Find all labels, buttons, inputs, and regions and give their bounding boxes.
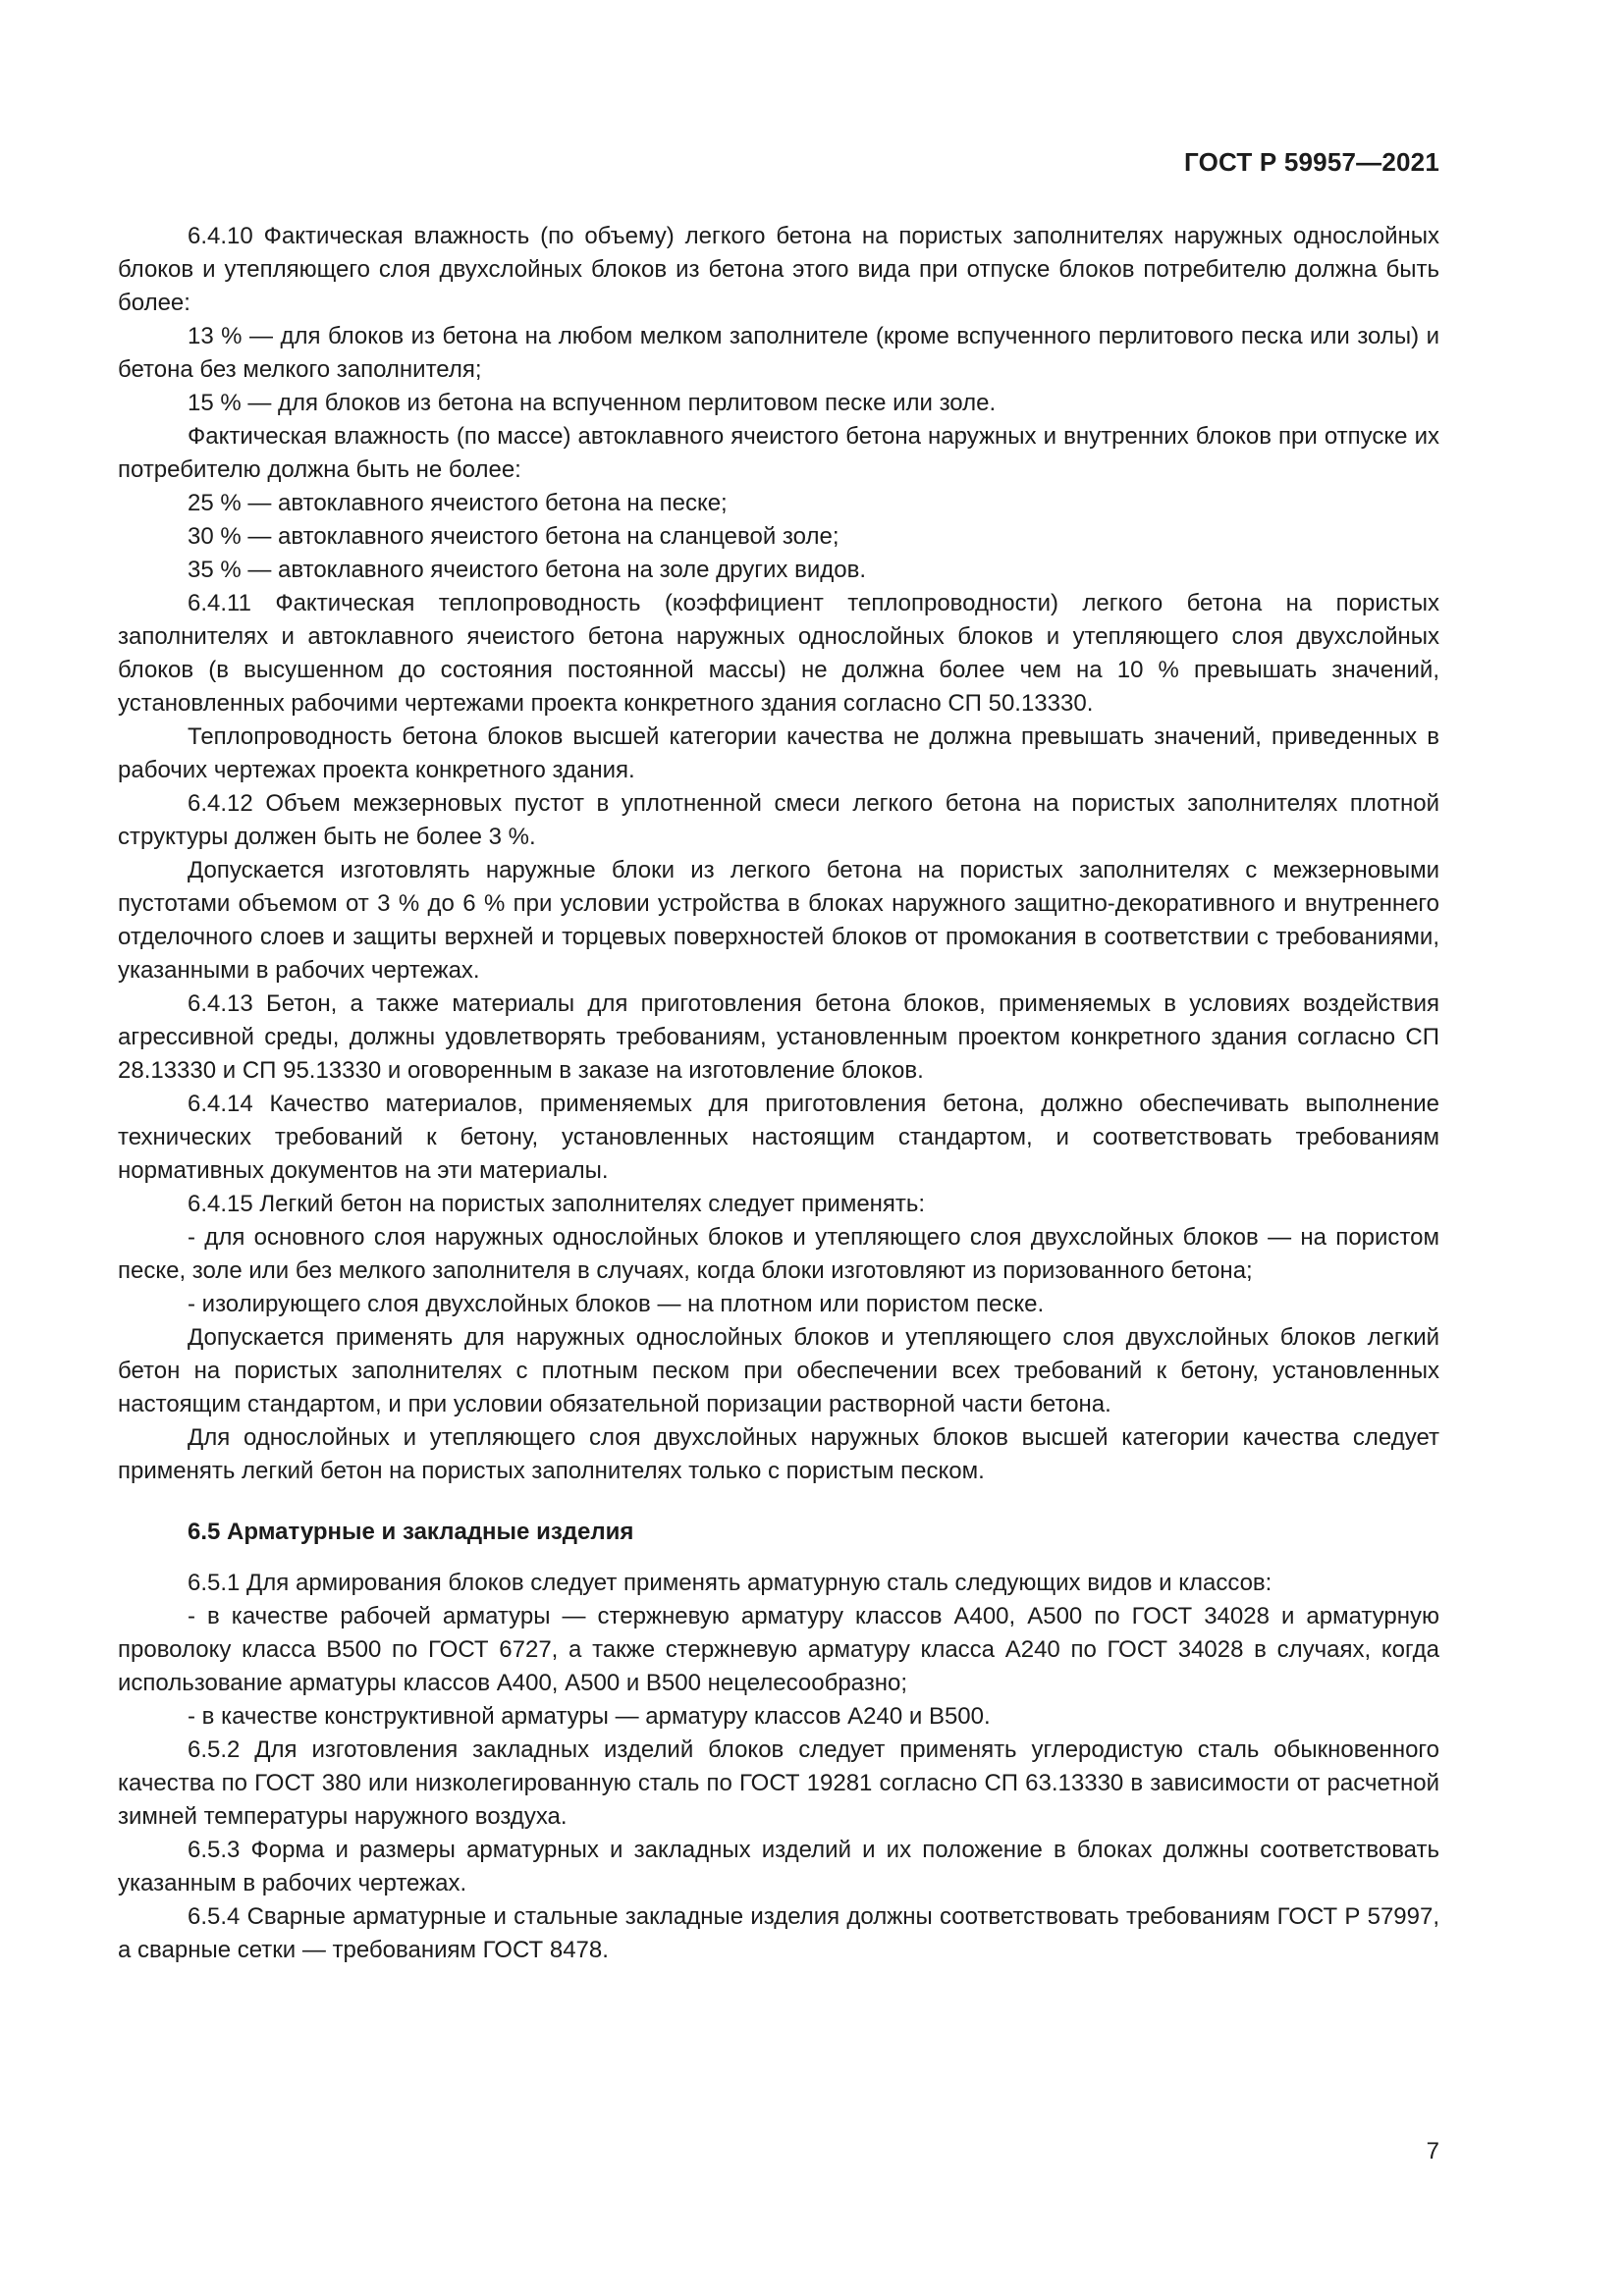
document-body bbox=[118, 220, 1439, 1967]
paragraph: 25 % — автоклавного ячеистого бетона на песке; bbox=[188, 490, 728, 516]
paragraph: 6.5.1 Для армирования блоков следует применять арматурную сталь следующих видов и классов: bbox=[188, 1570, 1272, 1596]
paragraph: 6.5.2 Для изготовления закладных изделий блоков следует применять углеродистую сталь обыкновенного качества по ГОСТ 380 или низколегированную сталь по ГОСТ 19281 согласно СП 63.13330 в зависимости от расчетной зимней температуры наружного воздуха. bbox=[118, 1736, 1439, 1830]
paragraph: 6.4.13 Бетон, а также материалы для приготовления бетона блоков, применяемых в условиях воздействия агрессивной среды, должны удовлетворять требованиям, установленным проектом конкретного здания согласно СП 28.13330 и СП 95.13330 и оговоренным в заказе на изготовление блоков. bbox=[118, 990, 1439, 1084]
paragraph: 13 % — для блоков из бетона на любом мелком заполнителе (кроме вспученного перлитового песка или золы) и бетона без мелкого заполнителя; bbox=[118, 323, 1439, 383]
paragraph: Для однослойных и утепляющего слоя двухслойных наружных блоков высшей категории качества следует применять легкий бетон на пористых заполнителях только с пористым песком. bbox=[118, 1424, 1439, 1484]
paragraph: 35 % — автоклавного ячеистого бетона на золе других видов. bbox=[188, 557, 867, 583]
page-number: 7 bbox=[1426, 2138, 1439, 2164]
paragraph: - в качестве рабочей арматуры — стержневую арматуру классов А400, А500 по ГОСТ 34028 и арматурную проволоку класса В500 по ГОСТ 6727, а также стержневую арматуру класса А240 по ГОСТ 34028 в случаях, когда использование арматуры классов А400, А500 и В500 нецелесообразно; bbox=[118, 1603, 1439, 1696]
paragraph: - для основного слоя наружных однослойных блоков и утепляющего слоя двухслойных блоков — на пористом песке, золе или без мелкого заполнителя в случаях, когда блоки изготовляют из поризованного бетона; bbox=[118, 1224, 1439, 1284]
paragraph: 6.5.4 Сварные арматурные и стальные закладные изделия должны соответствовать требованиям ГОСТ Р 57997, а сварные сетки — требованиям ГОСТ 8478. bbox=[118, 1903, 1439, 1963]
section-heading: 6.5 Арматурные и закладные изделия bbox=[188, 1519, 634, 1545]
paragraph: 6.4.14 Качество материалов, применяемых для приготовления бетона, должно обеспечивать выполнение технических требований к бетону, установленных настоящим стандартом, и соответствовать требованиям нормативных документов на эти материалы. bbox=[118, 1091, 1439, 1184]
document-code-header: ГОСТ Р 59957—2021 bbox=[1184, 147, 1439, 177]
paragraph: 6.4.10 Фактическая влажность (по объему) легкого бетона на пористых заполнителях наружных однослойных блоков и утепляющего слоя двухслойных блоков из бетона этого вида при отпуске блоков потребителю должна быть более: bbox=[118, 223, 1439, 316]
paragraph: 6.5.3 Форма и размеры арматурных и закладных изделий и их положение в блоках должны соответствовать указанным в рабочих чертежах. bbox=[118, 1837, 1439, 1896]
paragraph: 6.4.12 Объем межзерновых пустот в уплотненной смеси легкого бетона на пористых заполнителях плотной структуры должен быть не более 3 %. bbox=[118, 790, 1439, 850]
paragraph: - в качестве конструктивной арматуры — арматуру классов А240 и В500. bbox=[188, 1703, 991, 1730]
paragraph: - изолирующего слоя двухслойных блоков — на плотном или пористом песке. bbox=[188, 1291, 1045, 1317]
paragraph: 30 % — автоклавного ячеистого бетона на сланцевой золе; bbox=[188, 523, 839, 550]
paragraph: Допускается изготовлять наружные блоки из легкого бетона на пористых заполнителях с межзерновыми пустотами объемом от 3 % до 6 % при условии устройства в блоках наружного защитно-декоративного и внутреннего отделочного слоев и защиты верхней и торцевых поверхностей блоков от промокания в соответствии с требованиями, указанными в рабочих чертежах. bbox=[118, 857, 1439, 984]
paragraph: 6.4.11 Фактическая теплопроводность (коэффициент теплопроводности) легкого бетона на пористых заполнителях и автоклавного ячеистого бетона наружных однослойных блоков и утепляющего слоя двухслойных блоков (в высушенном до состояния постоянной массы) не должна более чем на 10 % превышать значений, установленных рабочими чертежами проекта конкретного здания согласно СП 50.13330. bbox=[118, 590, 1439, 717]
paragraph: Фактическая влажность (по массе) автоклавного ячеистого бетона наружных и внутренних блоков при отпуске их потребителю должна быть не более: bbox=[118, 423, 1439, 483]
paragraph: 6.4.15 Легкий бетон на пористых заполнителях следует применять: bbox=[188, 1191, 926, 1217]
paragraph: 15 % — для блоков из бетона на вспученном перлитовом песке или золе. bbox=[188, 390, 997, 416]
paragraph: Теплопроводность бетона блоков высшей категории качества не должна превышать значений, приведенных в рабочих чертежах проекта конкретного здания. bbox=[118, 723, 1439, 783]
paragraph: Допускается применять для наружных однослойных блоков и утепляющего слоя двухслойных блоков легкий бетон на пористых заполнителях с плотным песком при обеспечении всех требований к бетону, установленных настоящим стандартом, и при условии обязательной поризации растворной части бетона. bbox=[118, 1324, 1439, 1417]
